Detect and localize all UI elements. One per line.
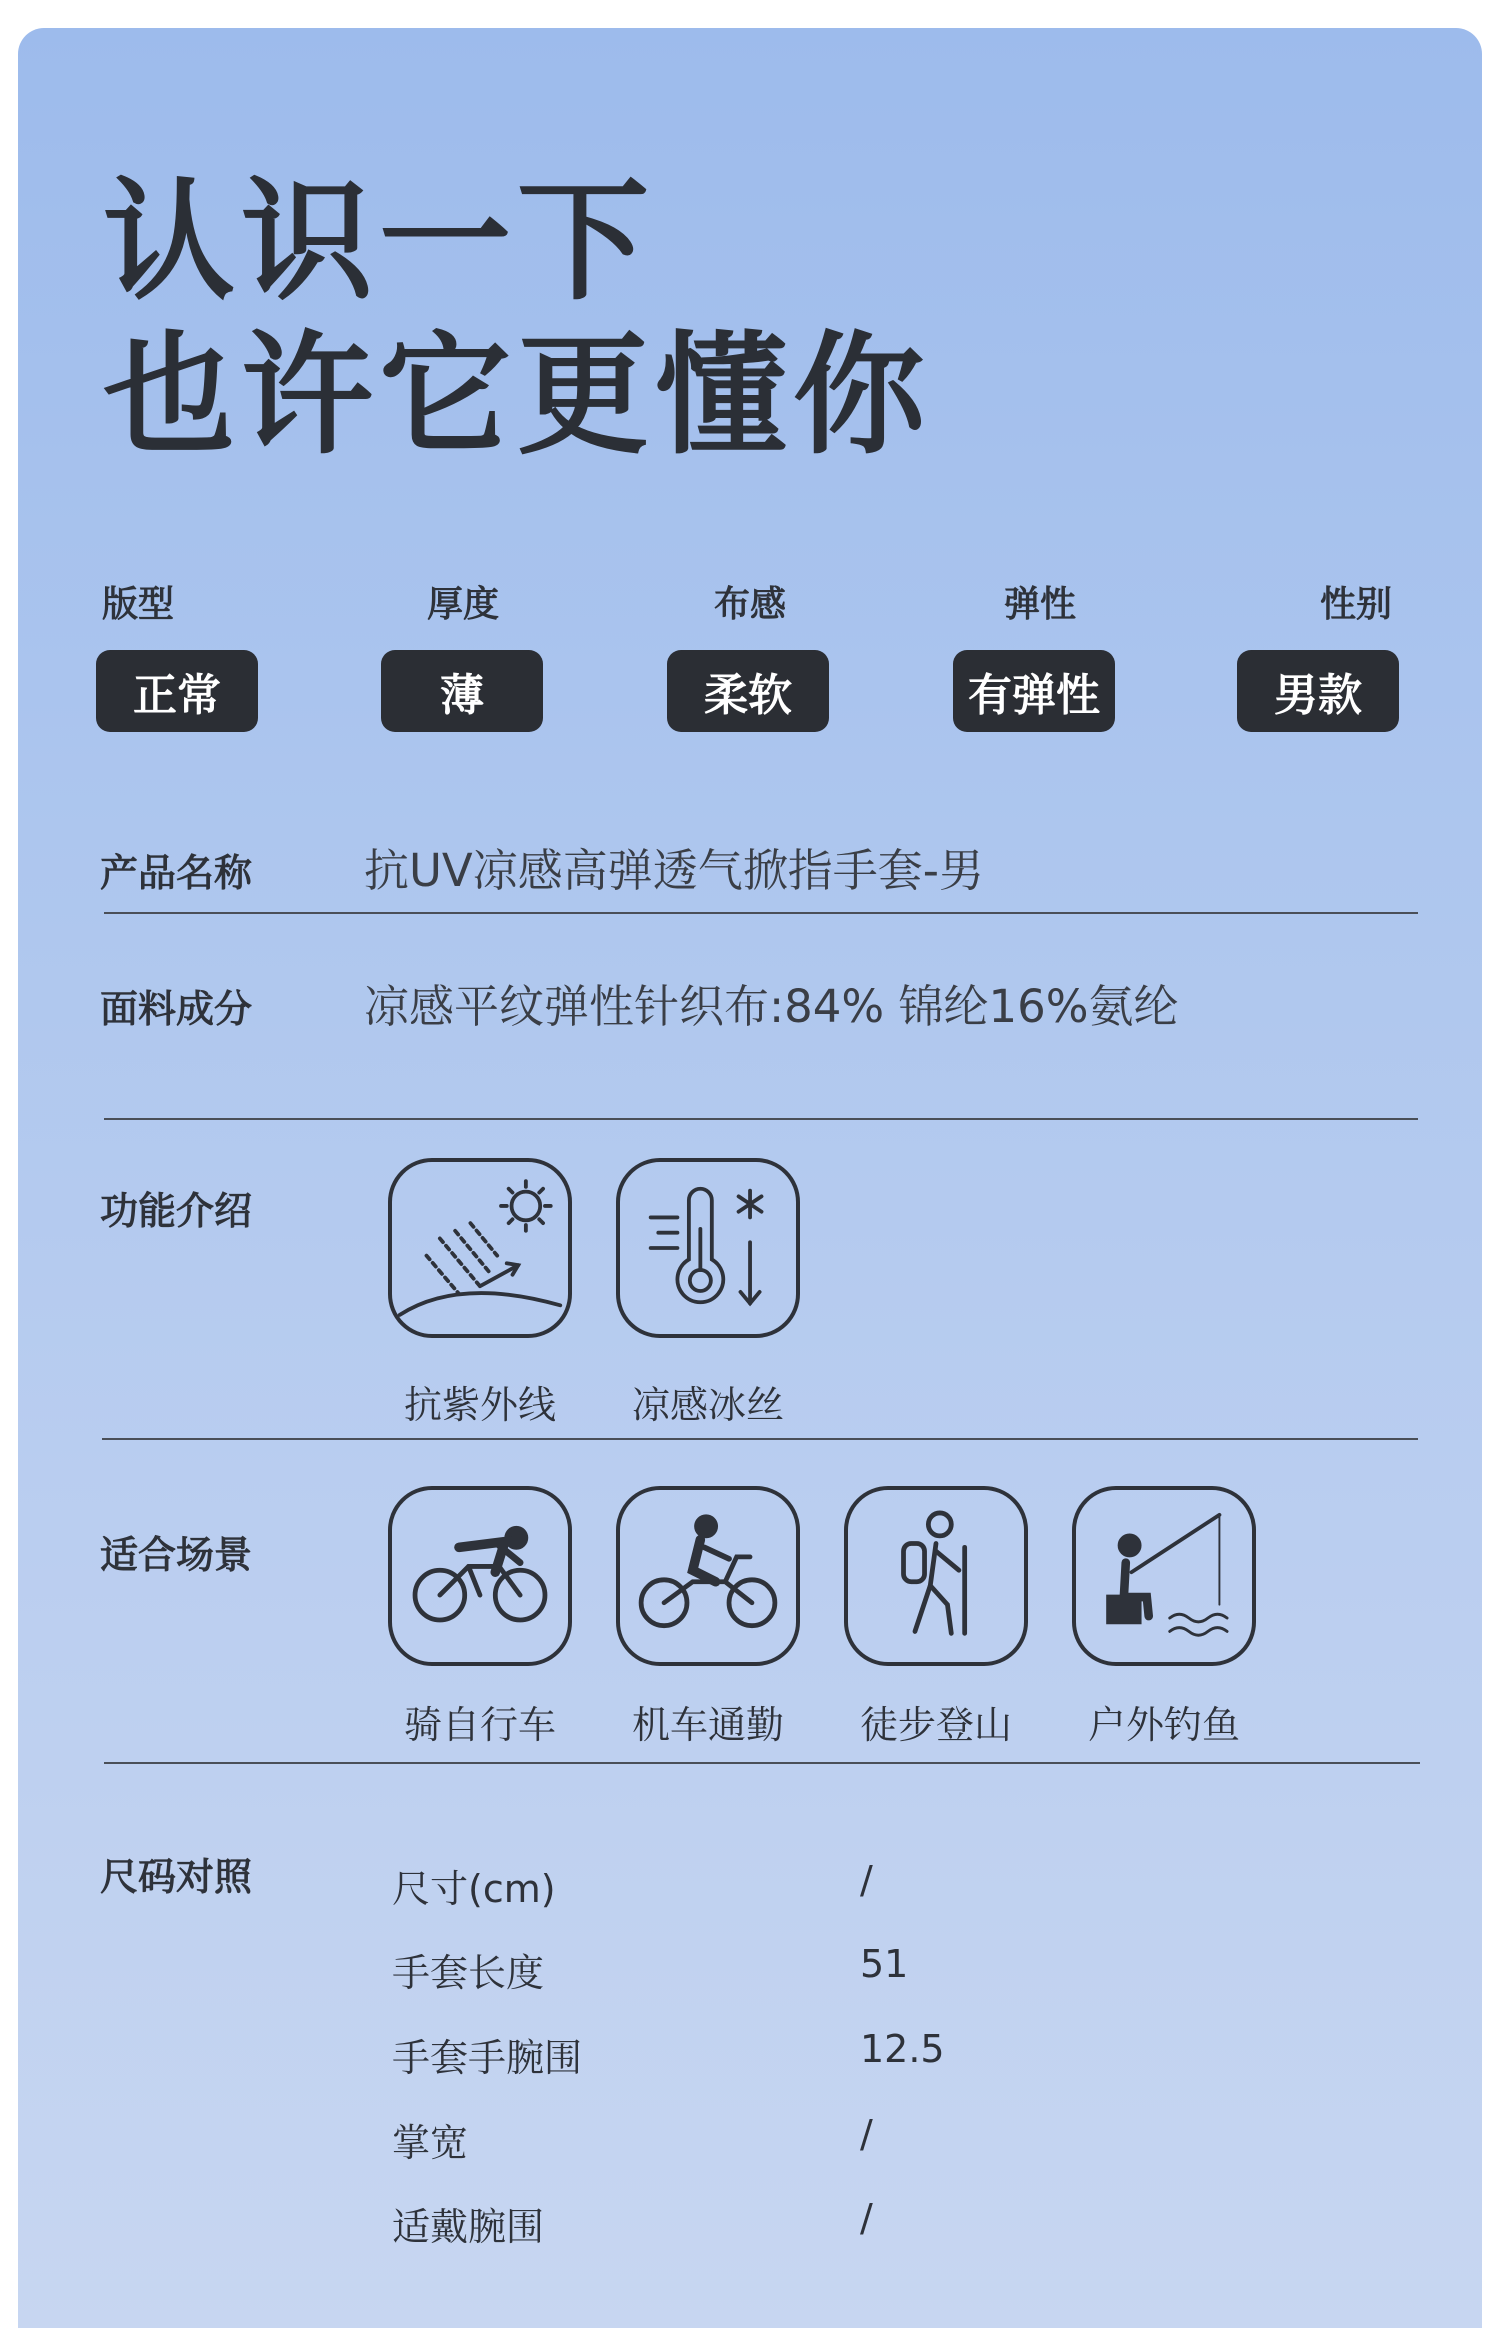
- hiking-icon: [844, 1486, 1028, 1666]
- spec-value-gender: 男款: [1237, 650, 1399, 732]
- spec-label-texture: 布感: [714, 584, 787, 625]
- scene-caption-cycling: 骑自行车: [403, 1703, 556, 1747]
- spec-value-texture: 柔软: [667, 650, 829, 732]
- feature-caption-cooling: 凉感冰丝: [631, 1383, 784, 1427]
- size-row-name: 适戴腕围: [392, 2205, 545, 2249]
- product-name-value: 抗UV凉感高弹透气掀指手套-男: [364, 844, 984, 897]
- spec-label-thickness: 厚度: [427, 584, 500, 625]
- fishing-icon: [1072, 1486, 1256, 1666]
- size-row-value: /: [860, 1858, 873, 1902]
- divider: [104, 1118, 1418, 1120]
- size-row-name: 手套手腕围: [392, 2036, 583, 2080]
- scenes-label: 适合场景: [100, 1533, 253, 1577]
- fabric-value: 凉感平纹弹性针织布:84% 锦纶16%氨纶: [364, 980, 1179, 1033]
- spec-label-gender: 性别: [1320, 584, 1393, 625]
- spec-value-fit: 正常: [96, 650, 258, 732]
- product-name-label: 产品名称: [100, 851, 253, 895]
- features-label: 功能介绍: [100, 1189, 253, 1233]
- size-row-value: 51: [860, 1942, 909, 1986]
- fabric-label: 面料成分: [100, 987, 253, 1031]
- size-chart-label: 尺码对照: [100, 1855, 253, 1899]
- scene-caption-hiking: 徒步登山: [859, 1703, 1012, 1747]
- cycling-icon: [388, 1486, 572, 1666]
- scene-caption-fishing: 户外钓鱼: [1087, 1703, 1240, 1747]
- divider: [104, 912, 1418, 914]
- spec-label-elasticity: 弹性: [1004, 584, 1077, 625]
- size-row-name: 尺寸(cm): [392, 1867, 556, 1911]
- cooling-thermometer-icon: [616, 1158, 800, 1338]
- heading-line-2: 也许它更懂你: [103, 319, 931, 473]
- spec-value-thickness: 薄: [381, 650, 543, 732]
- feature-caption-uv: 抗紫外线: [403, 1383, 556, 1427]
- divider: [102, 1438, 1418, 1440]
- spec-value-elasticity: 有弹性: [953, 650, 1115, 732]
- size-row-name: 手套长度: [392, 1951, 545, 1995]
- motorcycle-icon: [616, 1486, 800, 1666]
- size-row-value: /: [860, 2196, 873, 2240]
- heading-line-1: 认识一下: [103, 165, 655, 319]
- spec-label-fit: 版型: [102, 584, 175, 625]
- uv-protection-icon: [388, 1158, 572, 1338]
- product-info-card: [18, 28, 1482, 2328]
- scene-caption-motorcycle: 机车通勤: [631, 1703, 784, 1747]
- divider: [104, 1762, 1420, 1764]
- size-row-name: 掌宽: [392, 2121, 469, 2165]
- size-row-value: 12.5: [860, 2027, 945, 2071]
- size-row-value: /: [860, 2112, 873, 2156]
